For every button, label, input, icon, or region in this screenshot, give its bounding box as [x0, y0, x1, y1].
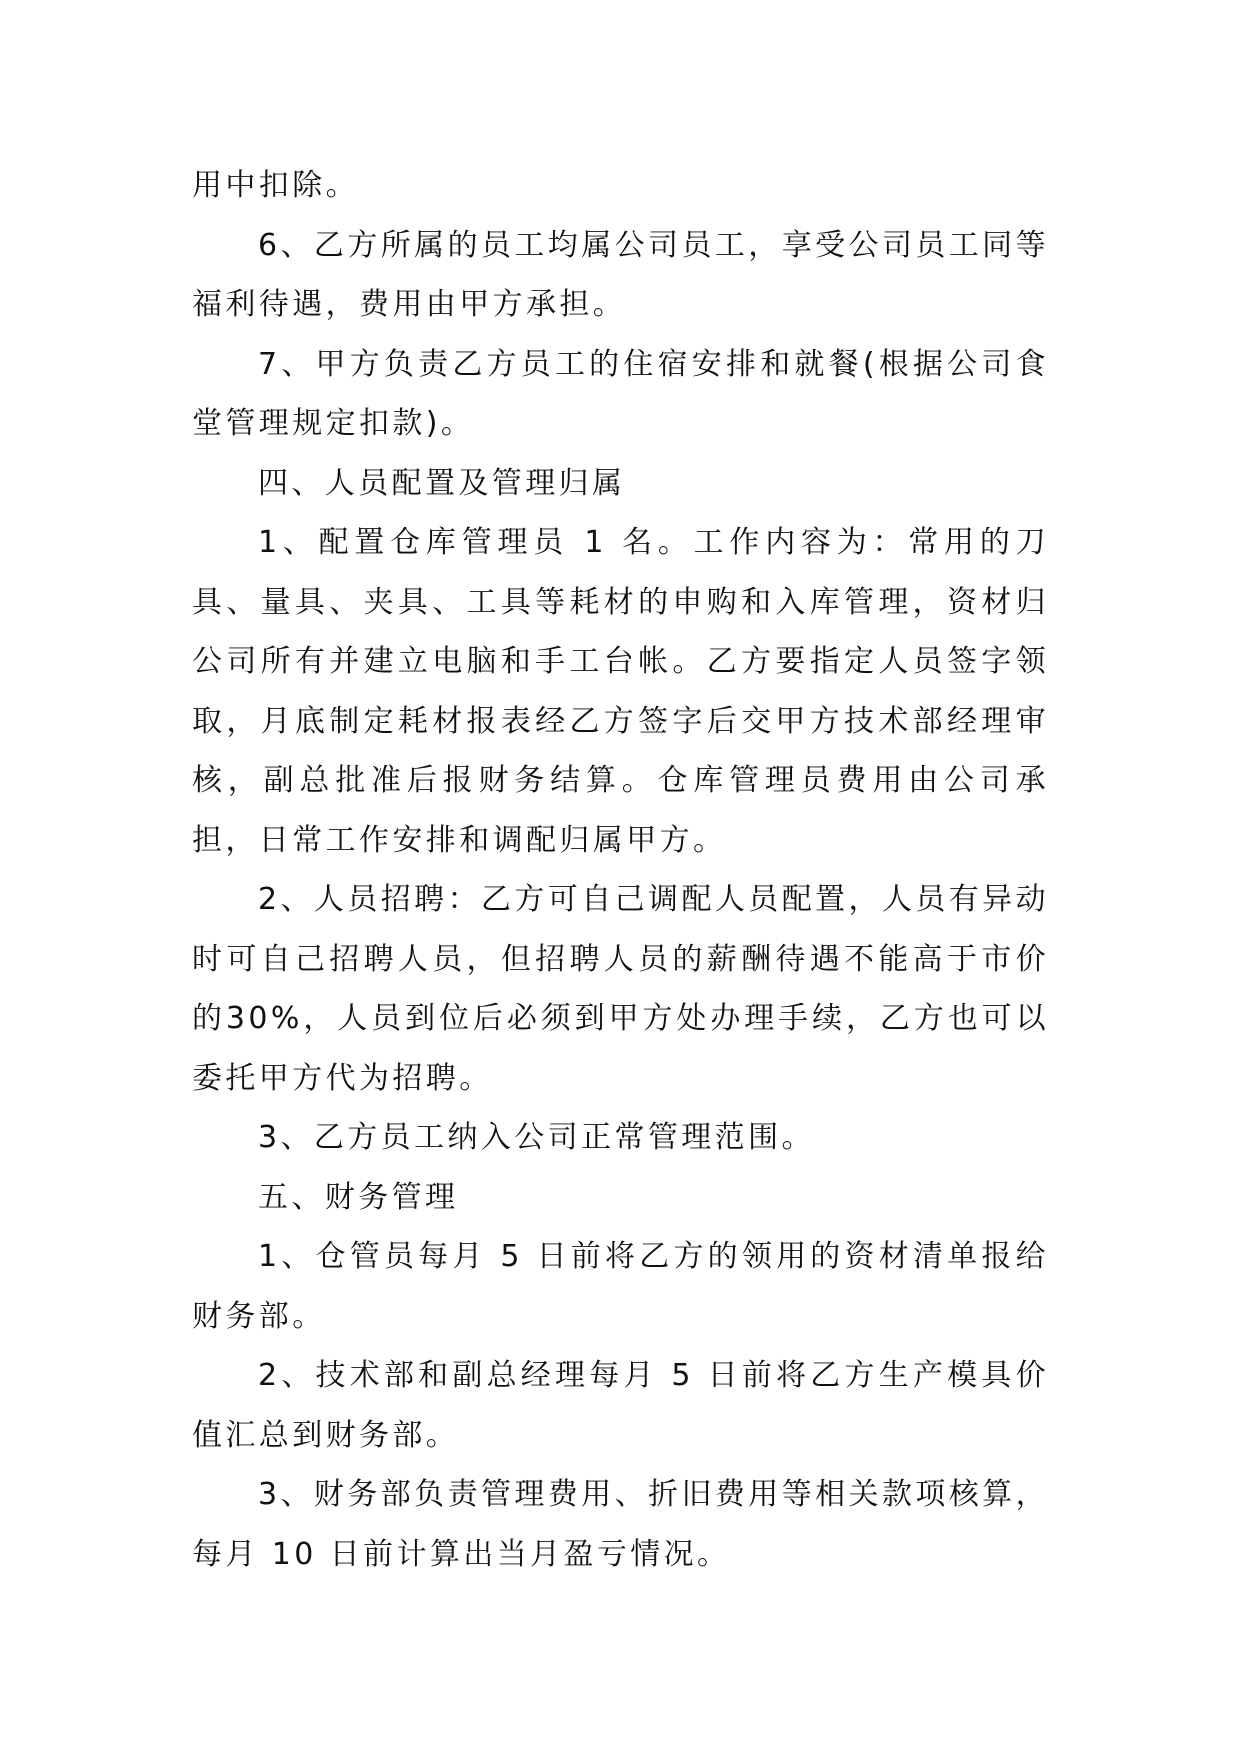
paragraph-finance-1-materials: 1、仓管员每月 5 日前将乙方的领用的资材清单报给财务部。 — [192, 1239, 1049, 1334]
paragraph-staffing-1-warehouse: 1、配置仓库管理员 1 名。工作内容为：常用的刀具、量具、夹具、工具等耗材的申购和入库管理，资材归公司所有并建立电脑和手工台帐。乙方要指定人员签字领取，月底制定耗材报表经乙方签字后交甲方技术部经理审核，副总批准后报财务结算。仓库管理员费用由公司承担，日常工作安排和调配归属甲方。 — [192, 525, 1049, 858]
paragraph-item-6-benefits: 6、乙方所属的员工均属公司员工，享受公司员工同等福利待遇，费用由甲方承担。 — [192, 227, 1049, 322]
paragraph-item-7-accommodation: 7、甲方负责乙方员工的住宿安排和就餐(根据公司食堂管理规定扣款)。 — [192, 346, 1049, 441]
paragraph-staffing-3-management: 3、乙方员工纳入公司正常管理范围。 — [258, 1120, 815, 1155]
document-body — [192, 156, 1049, 1584]
section-heading-staffing: 四、人员配置及管理归属 — [258, 465, 626, 501]
paragraph-finance-3-accounting: 3、财务部负责管理费用、折旧费用等相关款项核算，每月 10 日前计算出当月盈亏情况。 — [192, 1477, 1049, 1572]
paragraph-staffing-2-recruitment: 2、人员招聘：乙方可自己调配人员配置，人员有异动时可自己招聘人员，但招聘人员的薪酬待遇不能高于市价的30%，人员到位后必须到甲方处办理手续，乙方也可以委托甲方代为招聘。 — [192, 882, 1049, 1096]
paragraph-continuation: 用中扣除。 — [192, 168, 359, 203]
section-heading-finance: 五、财务管理 — [258, 1179, 459, 1215]
paragraph-finance-2-mold-value: 2、技术部和副总经理每月 5 日前将乙方生产模具价值汇总到财务部。 — [192, 1358, 1049, 1453]
